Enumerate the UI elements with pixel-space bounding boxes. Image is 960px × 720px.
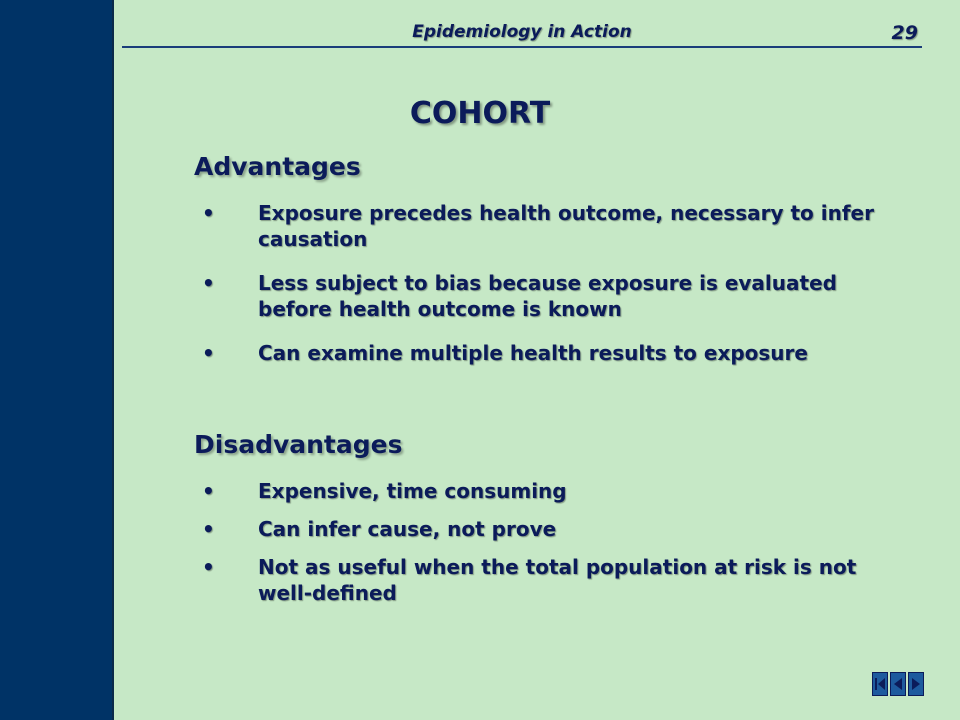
list-item: [200, 516, 900, 542]
first-slide-button[interactable]: [872, 672, 888, 696]
list-item-text: Expensive, time consuming: [258, 479, 567, 503]
list-item: [200, 270, 900, 322]
bullet-icon: •: [202, 271, 215, 295]
previous-slide-icon: [892, 676, 904, 692]
slide-header: [122, 20, 922, 50]
list-item: [200, 554, 900, 606]
first-slide-icon: [874, 676, 886, 692]
list-item: [200, 200, 900, 252]
list-item-text: Less subject to bias because exposure is evaluated before health outcome is known: [258, 271, 837, 321]
previous-slide-button[interactable]: [890, 672, 906, 696]
left-sidebar-bar: [0, 0, 114, 720]
next-slide-icon: [910, 676, 922, 692]
list-item: [200, 340, 900, 366]
list-item-text: Can infer cause, not prove: [258, 517, 557, 541]
list-item: [200, 478, 900, 504]
list-item-text: Exposure precedes health outcome, necessary to infer causation: [258, 201, 874, 251]
header-title: Epidemiology in Action: [412, 22, 632, 42]
advantages-list: [200, 200, 900, 366]
bullet-icon: •: [202, 479, 215, 503]
list-item-text: Can examine multiple health results to exposure: [258, 341, 808, 365]
header-divider: [122, 46, 922, 48]
next-slide-button[interactable]: [908, 672, 924, 696]
disadvantages-list: [200, 478, 900, 606]
page-number: 29: [891, 22, 918, 44]
bullet-icon: •: [202, 201, 215, 225]
advantages-heading: Advantages: [194, 152, 361, 181]
slide-navigation: [872, 672, 924, 696]
bullet-icon: •: [202, 517, 215, 541]
slide-title: COHORT: [409, 96, 551, 131]
disadvantages-heading: Disadvantages: [194, 430, 403, 459]
bullet-icon: •: [202, 555, 215, 579]
list-item-text: Not as useful when the total population at risk is not well-defined: [258, 555, 857, 605]
bullet-icon: •: [202, 341, 215, 365]
